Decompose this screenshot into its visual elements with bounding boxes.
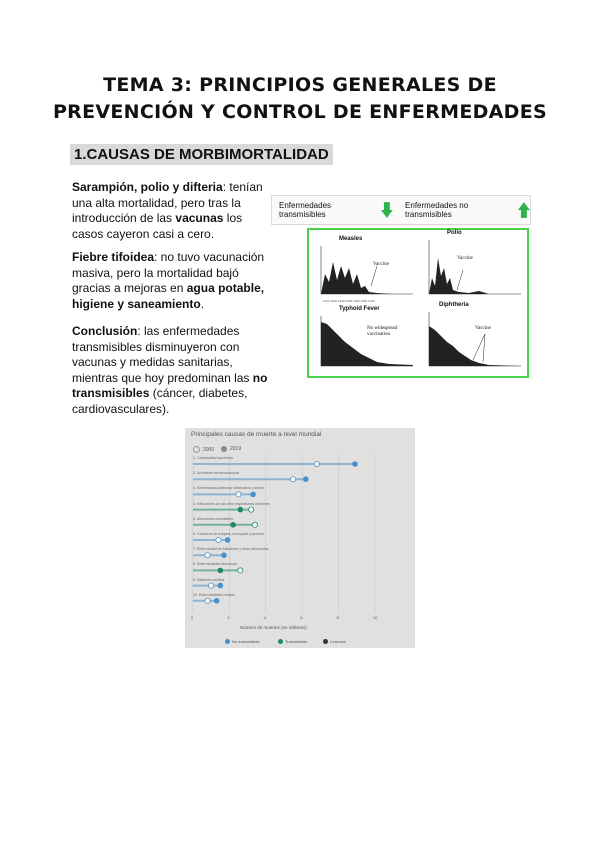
- p1-text1: : tenían una alta mortalidad, pero tras la introducción de las: [72, 180, 263, 225]
- point-2000[interactable]: [291, 477, 296, 482]
- point-2019[interactable]: [218, 568, 224, 574]
- point-2019[interactable]: [218, 583, 224, 589]
- legend-year-2019-label: 2019: [230, 446, 242, 452]
- group-legend-label: No transmisible: [232, 639, 260, 644]
- p2-text2: .: [200, 296, 205, 311]
- x-tick-label: 6: [300, 615, 303, 620]
- x-tick-label: 8: [336, 615, 339, 620]
- x-axis-label: Número de muertes (en millones): [240, 625, 307, 630]
- point-2000[interactable]: [238, 568, 243, 573]
- point-2000[interactable]: [205, 598, 210, 603]
- cause-label: 1. Cardiopatía isquémica: [193, 456, 233, 460]
- legend-year-2000-label: 2000: [203, 446, 215, 453]
- cause-label: 3. Enfermedad pulmonar obstructiva crónica: [193, 486, 264, 491]
- point-2019[interactable]: [221, 552, 227, 558]
- p1-bold1: Sarampión, polio y difteria: [72, 180, 223, 194]
- panel-title-polio: Polio: [447, 230, 462, 236]
- point-2019[interactable]: [352, 461, 358, 467]
- point-2019[interactable]: [250, 492, 256, 498]
- point-2000[interactable]: [205, 553, 210, 558]
- x-tick-label: 0: [191, 615, 194, 620]
- p1-text2: los casos cayeron casi a cero.: [72, 211, 243, 241]
- panel-title-measles: Measles: [339, 236, 363, 242]
- point-2019[interactable]: [214, 598, 220, 604]
- point-2000[interactable]: [216, 537, 221, 542]
- point-2000[interactable]: [209, 583, 214, 588]
- legend-dot-icon: [225, 639, 230, 644]
- group-legend-item[interactable]: [323, 639, 346, 644]
- diphtheria-annotation: Vaccine: [475, 326, 491, 331]
- point-2019[interactable]: [225, 537, 231, 543]
- measles-annotation: Vaccine: [373, 262, 389, 267]
- point-2000[interactable]: [314, 461, 319, 466]
- cause-label: 9. Diabetes mellitus: [193, 577, 225, 582]
- typhoid-annotation: No widespread vaccination: [367, 326, 398, 337]
- legend-dot-icon: [278, 639, 283, 644]
- cause-label: 2. Accidente cerebrovascular: [193, 471, 240, 476]
- legend-no-transmisibles-label: Enfermedades no transmisibles: [405, 201, 469, 219]
- p1-bold2: vacunas: [175, 211, 224, 225]
- p3-text1: : las enfermedades transmisibles disminuyeron con vacunas y medidas sanitarias, mientras que hoy predominan las: [72, 324, 253, 385]
- point-2019[interactable]: [238, 507, 244, 513]
- point-2000[interactable]: [249, 507, 254, 512]
- point-2019[interactable]: [230, 522, 236, 528]
- cause-label: 7. Enfermedad de Alzheimer y otras demencias: [193, 547, 269, 552]
- group-legend-label: Lesiones: [330, 639, 347, 644]
- title-line-2: PREVENCIÓN Y CONTROL DE ENFERMEDADES: [52, 101, 548, 123]
- p2-text1: : no tuvo vacunación masiva, pero la mortalidad bajó gracias a mejoras en: [72, 250, 265, 295]
- panel-title-diphtheria: Diphtheria: [439, 302, 469, 308]
- panel-title-typhoid: Typhoid Fever: [339, 306, 380, 312]
- svg-text:1912 1920 1930 1940 1950 1960: 1912 1920 1930 1940 1950 1960 1970: [323, 299, 375, 303]
- cause-label: 10. Enfermedades renales: [193, 592, 236, 597]
- p3-bold2: no transmisibles: [72, 370, 268, 400]
- p3-text2: (cáncer, diabetes, cardiovasculares).: [72, 386, 248, 416]
- legend-dot-icon: [323, 639, 328, 644]
- p2-bold2: agua potable, higiene y saneamiento: [72, 281, 265, 311]
- p2-bold1: Fiebre tifoidea: [72, 250, 155, 264]
- cause-label: 4. Infecciones de las vías respiratorias inferiores: [193, 501, 270, 506]
- legend-transmisibles-label: Enfermedades transmisibles: [279, 201, 332, 219]
- p3-bold1: Conclusión: [72, 324, 138, 338]
- group-legend-item[interactable]: [225, 639, 260, 644]
- point-2000[interactable]: [252, 522, 257, 527]
- x-tick-label: 2: [227, 615, 230, 620]
- cause-label: 8. Enfermedades diarreicas: [193, 562, 237, 567]
- polio-annotation: Vaccine: [457, 256, 473, 261]
- group-legend-item[interactable]: [278, 639, 308, 644]
- x-tick-label: 10: [373, 615, 378, 620]
- cause-label: 6. Cánceres de tráquea, bronquios y pulmón: [193, 532, 264, 536]
- point-2000[interactable]: [236, 492, 241, 497]
- section-heading: 1.CAUSAS DE MORBIMORTALIDAD: [70, 144, 333, 165]
- x-tick-label: 4: [263, 615, 267, 620]
- point-2019[interactable]: [303, 476, 309, 482]
- chart-title: Principales causas de muerte a nivel mundial: [191, 431, 322, 438]
- group-legend-label: Transmisible: [285, 639, 308, 644]
- title-line-1: TEMA 3: PRINCIPIOS GENERALES DE: [103, 74, 497, 96]
- cause-label: 5. Afecciones neonatales: [193, 516, 233, 521]
